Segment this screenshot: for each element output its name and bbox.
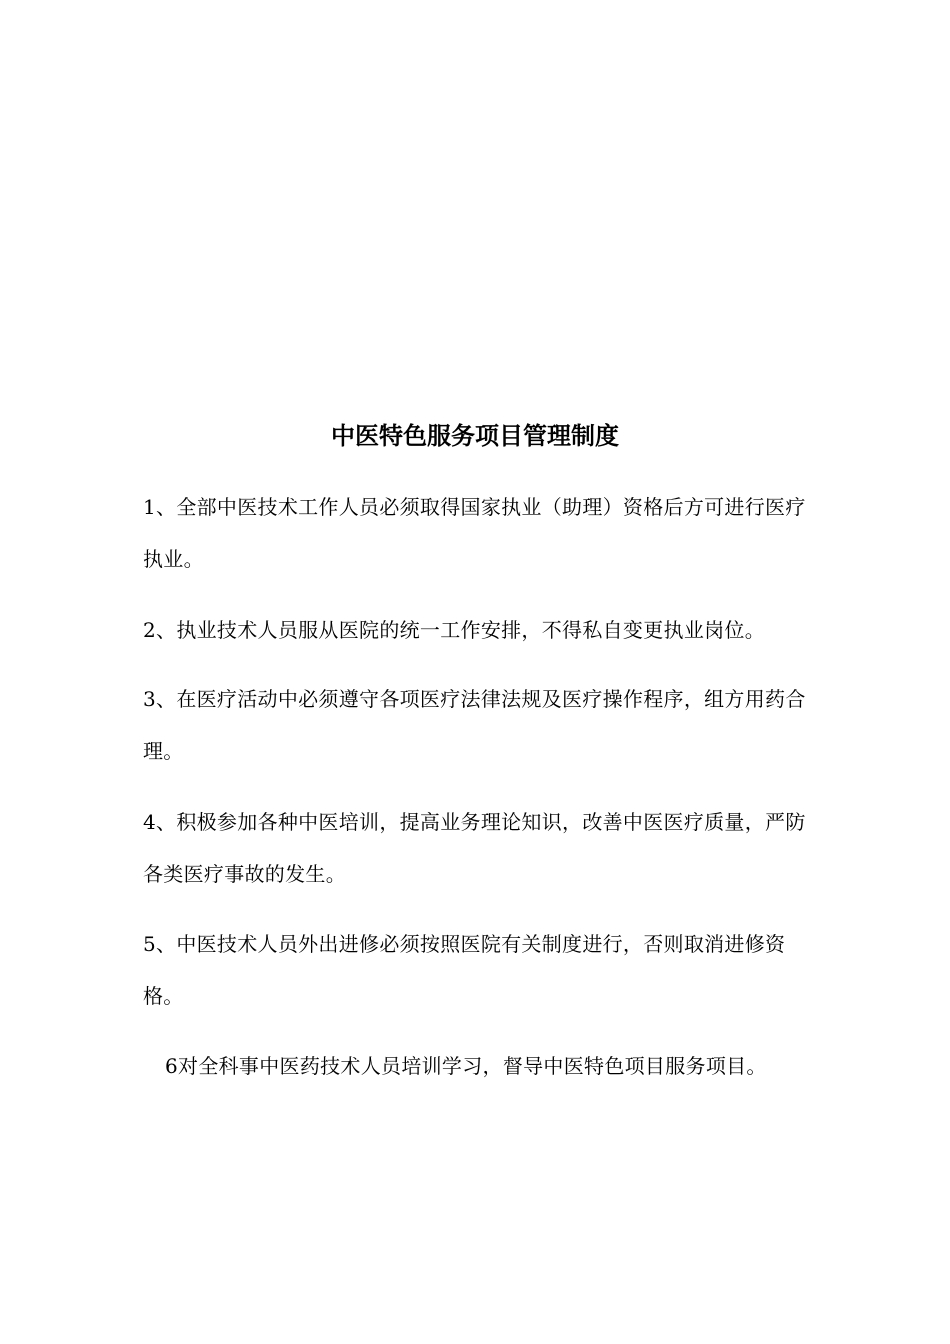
rule-item-5: 5、中医技术人员外出进修必须按照医院有关制度进行，否则取消进修资格。 — [143, 932, 786, 1008]
rule-item-1: 1、全部中医技术工作人员必须取得国家执业（助理）资格后方可进行医疗执业。 — [143, 495, 806, 571]
rule-item-4: 4、积极参加各种中医培训，提高业务理论知识，改善中医医疗质量，严防各类医疗事故的发生。 — [143, 810, 806, 886]
document-title: 中医特色服务项目管理制度 — [331, 422, 619, 450]
rule-item-2: 2、执业技术人员服从医院的统一工作安排，不得私自变更执业岗位。 — [143, 618, 766, 642]
rule-item-6-text: 6对全科事中医药技术人员培训学习，督导中医特色项目服务项目。 — [165, 1054, 767, 1078]
rule-item-3: 3、在医疗活动中必须遵守各项医疗法律法规及医疗操作程序，组方用药合理。 — [143, 687, 806, 763]
rule-item-6 — [143, 1040, 803, 1092]
